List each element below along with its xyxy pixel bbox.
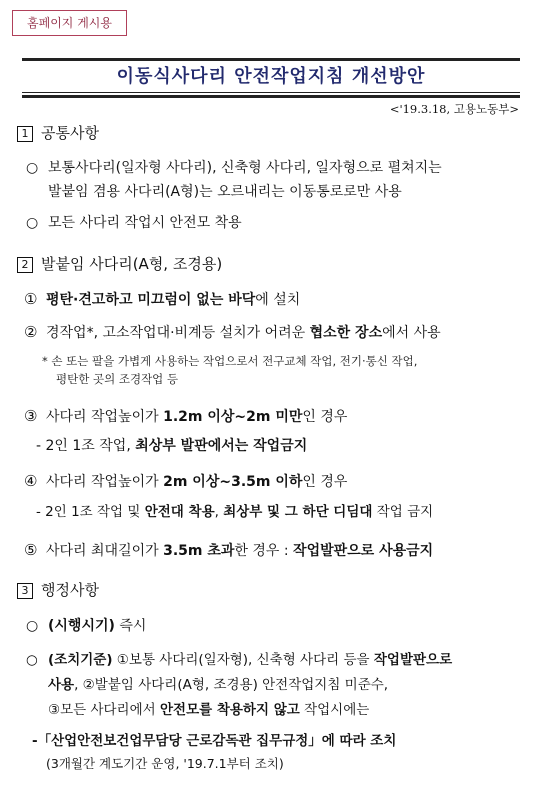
emphasis: 협소한 장소 [309,325,383,341]
circle-bullet-icon: ○ [26,652,38,668]
text: , ②발붙임 사다리(A형, 조경용) 안전작업지침 미준수, [74,677,389,693]
section-1-heading [17,123,99,143]
text: 사다리 작업높이가 [46,474,164,490]
s3-bullet-1 [26,616,146,636]
text: ①보통 사다리(일자형), 신축형 사다리 등을 [112,652,374,668]
circle-bullet-icon: ○ [26,160,39,176]
s2-item-1 [24,289,300,310]
text: 작업시에는 [299,702,370,718]
emphasis: (시행시기) [48,618,115,634]
issue-date: <'19.3.18, 고용노동부> [389,102,519,116]
circled-number: ① [24,290,38,308]
s1-bullet-1-line-2: 발붙임 겸용 사다리(A형)는 오르내리는 이동통로로만 사용 [48,184,402,200]
emphasis: 2m 이상~3.5m 이하 [163,474,303,490]
text: , [214,504,224,520]
emphasis: 3.5m 초과 [163,543,235,559]
text: 경작업*, 고소작업대·비계등 설치가 어려운 [46,325,310,341]
s2-footnote-line-2: 평탄한 곳의 조경작업 등 [56,372,179,386]
s3-sub-line-2: (3개월간 계도기간 운영, '19.7.1부터 조치) [46,756,284,771]
section-number-box: 1 [17,126,33,142]
homepage-posting-tag: 홈페이지 게시용 [12,10,127,36]
text: 한 경우 : [234,543,294,559]
text: 사다리 작업높이가 [46,409,164,425]
text: 작업 금지 [372,504,434,520]
emphasis: 최상부 및 그 하단 디딤대 [223,504,373,520]
text: 인 경우 [302,474,348,490]
text: - 2인 1조 작업 및 [36,504,145,520]
emphasis: 작업발판으로 [373,652,453,668]
section-2-heading [17,254,222,274]
s3-sub-line-1: -「산업안전보건업무담당 근로감독관 집무규정」에 따라 조치 [32,733,397,749]
section-number-box: 3 [17,583,33,599]
section-number-box: 2 [17,257,33,273]
s3-bullet-2-line-3 [48,700,369,720]
section-title: 행정사항 [41,581,99,599]
emphasis: 안전모를 착용하지 않고 [159,702,300,718]
s1-bullet-1-line-1 [26,158,442,178]
s1-bullet-2 [26,213,242,233]
text: 에서 사용 [382,325,441,341]
circled-number: ③ [24,407,38,425]
s3-bullet-2-line-1 [26,650,452,670]
s2-item-5 [24,540,433,561]
text: 인 경우 [302,409,348,425]
circled-number: ④ [24,472,38,490]
s2-item-4 [24,471,347,492]
text: 사다리 최대길이가 [46,543,164,559]
section-3-heading [17,580,99,600]
document-title: 이동식사다리 안전작업지침 개선방안 [116,66,426,87]
emphasis: 작업발판으로 사용금지 [293,543,434,559]
text: 즉시 [114,618,147,634]
s2-footnote-line-1: * 손 또는 팔을 가볍게 사용하는 작업으로서 전구교체 작업, 전기·통신 작업, [42,354,418,368]
text: 모든 사다리 작업시 안전모 착용 [48,215,242,231]
emphasis: 최상부 발판에서는 작업금지 [135,438,308,454]
text: 에 설치 [255,292,301,308]
title-rule-bottom-thick [22,95,520,98]
circle-bullet-icon: ○ [26,215,39,231]
emphasis: 안전대 착용 [144,504,215,520]
text: 보통사다리(일자형 사다리), 신축형 사다리, 일자형으로 펼쳐지는 [48,160,442,176]
s2-item-4-sub [36,502,433,522]
s3-bullet-2-line-2 [48,675,388,695]
text: ③모든 사다리에서 [48,702,160,718]
circle-bullet-icon: ○ [26,618,39,634]
emphasis: 평탄·견고하고 미끄럼이 없는 바닥 [46,292,256,308]
s2-item-3-sub [36,436,307,456]
circled-number: ② [24,323,38,341]
emphasis: (조치기준) [48,652,113,668]
text: - 2인 1조 작업, [36,438,136,454]
s2-item-3 [24,406,347,427]
emphasis: 사용 [48,677,75,693]
section-title: 공통사항 [41,124,99,142]
circled-number: ⑤ [24,541,38,559]
s2-item-2 [24,322,441,343]
section-title: 발붙임 사다리(A형, 조경용) [41,255,223,273]
document-title-box [22,58,520,98]
emphasis: 1.2m 이상~2m 미만 [163,409,303,425]
